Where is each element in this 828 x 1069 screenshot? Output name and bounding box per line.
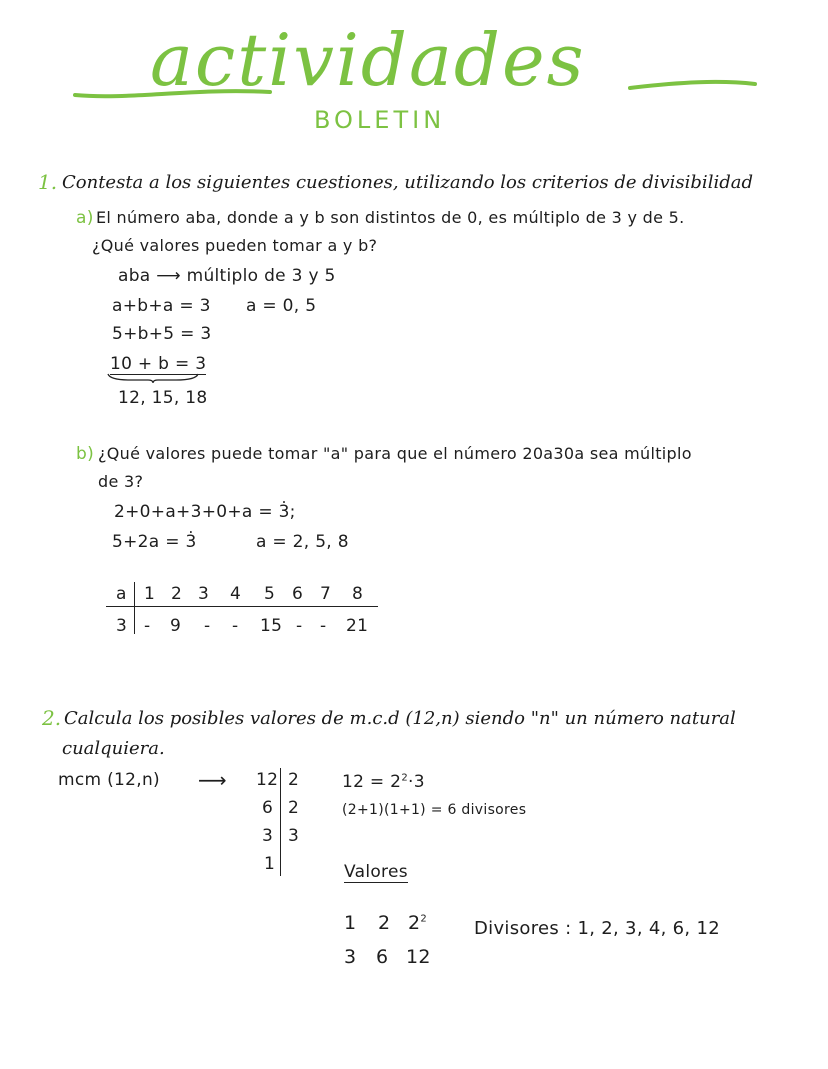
factor-left: 12 <box>256 770 279 790</box>
factor-left: 3 <box>262 826 274 846</box>
table-cell: - <box>144 616 151 636</box>
table-cell: 3 <box>198 584 210 604</box>
q1a-work-2: a+b+a = 3 <box>112 296 211 316</box>
table-rule <box>106 606 378 607</box>
table-cell: - <box>232 616 239 636</box>
q1a-work-4: 5+b+5 = 3 <box>112 324 212 344</box>
value: $2^2$ <box>408 912 428 934</box>
q1b-line2: de 3? <box>98 472 144 491</box>
table-cell: - <box>204 616 211 636</box>
value: 12 <box>406 946 431 968</box>
table-cell: 15 <box>260 616 283 636</box>
divisor-count: (2+1)(1+1) = 6 divisores <box>342 802 527 818</box>
table-cell: - <box>320 616 327 636</box>
q2-mcm: mcm (12,n) <box>58 770 160 790</box>
q2-line1: Calcula los posibles valores de m.c.d (12,n) siendo "n" un número natural <box>64 708 736 729</box>
table-cell: 8 <box>352 584 364 604</box>
q1b-work-2: 5+2a = 3̇ <box>112 532 197 552</box>
q1b-line1: ¿Qué valores puede tomar "a" para que el número 20a30a sea múltiplo <box>98 444 692 463</box>
table-cell: 5 <box>264 584 276 604</box>
factor-divider <box>280 768 281 876</box>
q1a-work-3: a = 0, 5 <box>246 296 317 316</box>
table-cell: 7 <box>320 584 332 604</box>
q1a-work-5: 10 + b = 3 <box>110 354 207 374</box>
value: 1 <box>344 912 357 934</box>
values-label: Valores <box>344 862 408 882</box>
q1a-line2: ¿Qué valores pueden tomar a y b? <box>92 236 378 255</box>
factor-right: 2 <box>288 798 300 818</box>
table-cell: 3 <box>116 616 128 636</box>
q1a-work-6: 12, 15, 18 <box>118 388 208 408</box>
table-cell: 4 <box>230 584 242 604</box>
q1a-label: a) <box>76 208 94 228</box>
factorization: $12 = 2^2\cdot 3$ <box>342 772 425 792</box>
table-cell: 6 <box>292 584 304 604</box>
brace-icon <box>106 372 200 384</box>
q1b-work-3: a = 2, 5, 8 <box>256 532 349 552</box>
arrow-icon: ⟶ <box>198 768 227 792</box>
page-subtitle: BOLETIN <box>314 106 446 134</box>
q2-line2: cualquiera. <box>62 738 165 759</box>
table-divider <box>134 582 135 634</box>
q2-number: 2. <box>42 706 62 730</box>
factor-left: 1 <box>264 854 276 874</box>
table-cell: 21 <box>346 616 369 636</box>
page-title: actividades <box>150 18 586 102</box>
q1b-label: b) <box>76 444 95 464</box>
q1-text: Contesta a los siguientes cuestiones, utilizando los criterios de divisibilidad <box>62 172 753 193</box>
divisores-list: Divisores : 1, 2, 3, 4, 6, 12 <box>474 918 720 939</box>
factor-right: 3 <box>288 826 300 846</box>
q1b-work-1: 2+0+a+3+0+a = 3̇; <box>114 502 296 522</box>
table-cell: 9 <box>170 616 182 636</box>
q1a-line1: El número aba, donde a y b son distintos de 0, es múltiplo de 3 y de 5. <box>96 208 685 227</box>
table-cell: 1 <box>144 584 156 604</box>
value: 2 <box>378 912 391 934</box>
q1a-work-1: aba ⟶ múltiplo de 3 y 5 <box>118 266 336 286</box>
value: 3 <box>344 946 357 968</box>
table-cell: 2 <box>171 584 183 604</box>
factor-left: 6 <box>262 798 274 818</box>
value: 6 <box>376 946 389 968</box>
table-cell: - <box>296 616 303 636</box>
table-cell: a <box>116 584 127 604</box>
factor-right: 2 <box>288 770 300 790</box>
q1-number: 1. <box>38 170 58 194</box>
